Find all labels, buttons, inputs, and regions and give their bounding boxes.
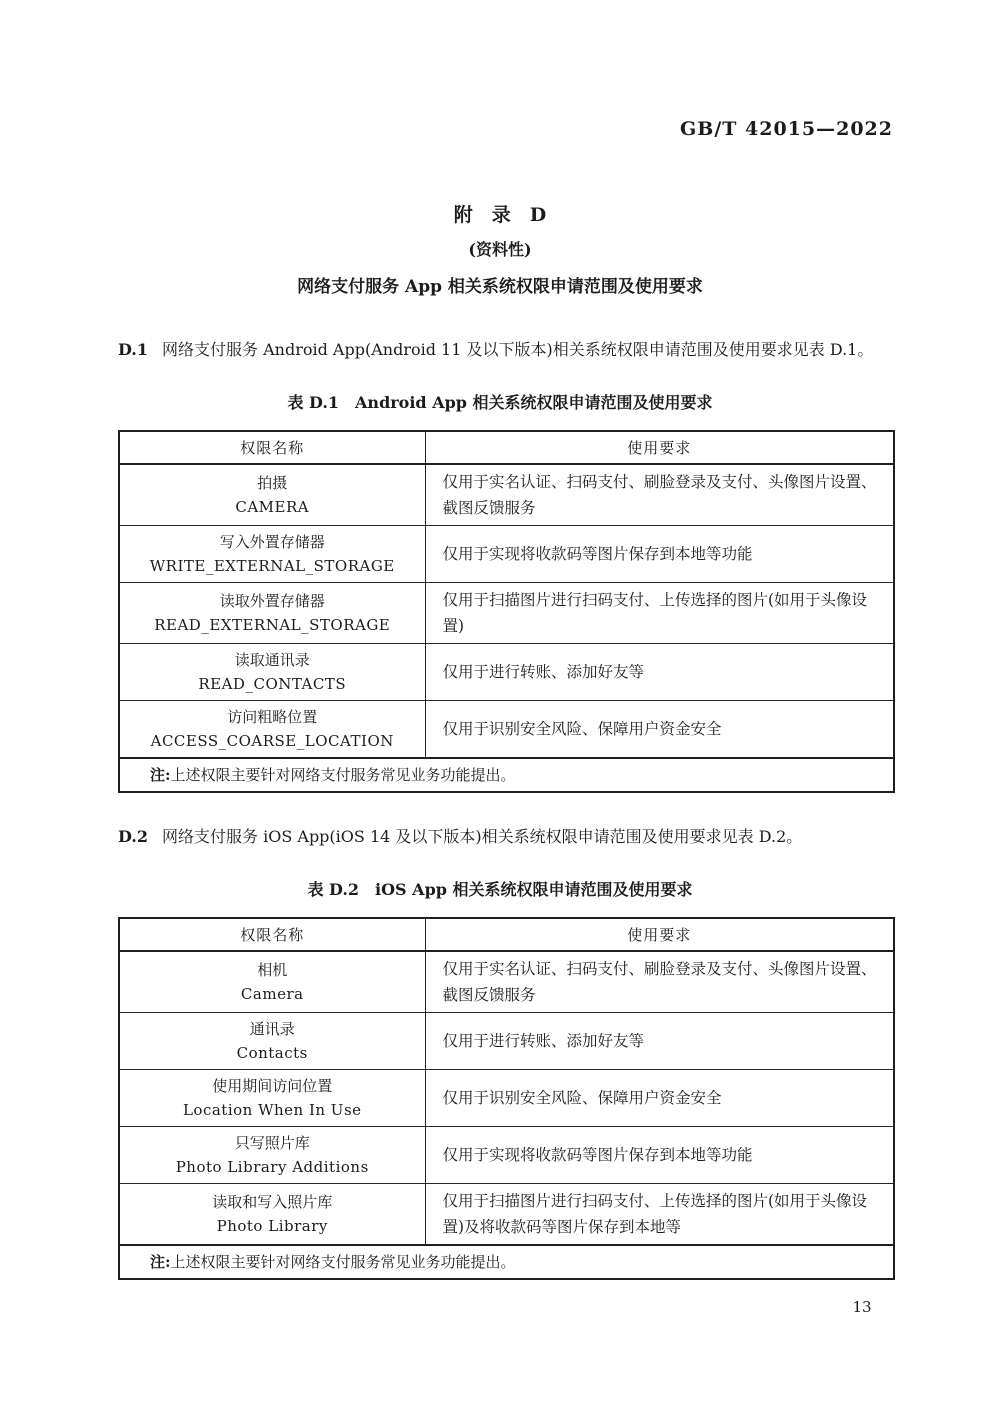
table-row bbox=[119, 1070, 894, 1127]
table-note-row bbox=[119, 758, 894, 792]
section-d1-label: D.1 bbox=[118, 340, 149, 359]
permission-name-en: Photo Library bbox=[216, 1217, 328, 1235]
permission-name-cell bbox=[119, 951, 425, 1013]
page-number: 13 bbox=[852, 1298, 872, 1316]
permission-name-cell bbox=[119, 1070, 425, 1127]
permission-name-cell bbox=[119, 1013, 425, 1070]
table-row bbox=[119, 526, 894, 583]
table-note-cell bbox=[119, 1245, 894, 1279]
note-text: 上述权限主要针对网络支付服务常见业务功能提出。 bbox=[170, 766, 516, 784]
section-d2-label: D.2 bbox=[118, 827, 149, 846]
permission-name-cn: 相机 bbox=[257, 961, 288, 979]
section-d1-text: 网络支付服务 Android App(Android 11 及以下版本)相关系统权限申请范围及使用要求见表 D.1。 bbox=[162, 340, 874, 359]
table-note-cell bbox=[119, 758, 894, 792]
requirement-cell: 仅用于实现将收款码等图片保存到本地等功能 bbox=[425, 1127, 894, 1184]
appendix-heading: 网络支付服务 App 相关系统权限申请范围及使用要求 bbox=[297, 277, 703, 297]
table-row bbox=[119, 1184, 894, 1246]
permission-name-cn: 写入外置存储器 bbox=[219, 533, 325, 551]
requirement-cell: 仅用于进行转账、添加好友等 bbox=[425, 644, 894, 701]
permission-name-cell bbox=[119, 526, 425, 583]
permission-name-cn: 使用期间访问位置 bbox=[212, 1077, 333, 1095]
table-row bbox=[119, 644, 894, 701]
permission-name-cn: 拍摄 bbox=[257, 474, 288, 492]
requirement-cell: 仅用于扫描图片进行扫码支付、上传选择的图片(如用于头像设置) bbox=[425, 583, 894, 644]
column-header-permission: 权限名称 bbox=[119, 431, 425, 464]
permission-name-en: Camera bbox=[240, 985, 304, 1003]
appendix-title: 附 录 D bbox=[453, 204, 547, 226]
permission-name-cn: 通讯录 bbox=[249, 1020, 295, 1038]
section-d1-paragraph bbox=[118, 337, 893, 363]
permission-name-cell bbox=[119, 464, 425, 526]
permission-name-cn: 只写照片库 bbox=[234, 1134, 310, 1152]
table-d1-caption: 表 D.1 Android App 相关系统权限申请范围及使用要求 bbox=[287, 393, 713, 412]
requirement-cell: 仅用于实现将收款码等图片保存到本地等功能 bbox=[425, 526, 894, 583]
note-text: 上述权限主要针对网络支付服务常见业务功能提出。 bbox=[170, 1253, 516, 1271]
permission-name-en: READ_CONTACTS bbox=[198, 675, 347, 693]
table-row bbox=[119, 464, 894, 526]
permission-name-en: Photo Library Additions bbox=[175, 1158, 369, 1176]
permission-name-cn: 访问粗略位置 bbox=[227, 708, 318, 726]
requirement-cell: 仅用于进行转账、添加好友等 bbox=[425, 1013, 894, 1070]
permission-name-cn: 读取外置存储器 bbox=[219, 592, 325, 610]
section-d2-text: 网络支付服务 iOS App(iOS 14 及以下版本)相关系统权限申请范围及使用要求见表 D.2。 bbox=[162, 827, 803, 846]
table-d2-caption: 表 D.2 iOS App 相关系统权限申请范围及使用要求 bbox=[307, 880, 693, 899]
column-header-requirement: 使用要求 bbox=[425, 431, 894, 464]
table-d2 bbox=[118, 917, 895, 1280]
table-d2-header-row bbox=[119, 918, 894, 951]
note-label: 注: bbox=[150, 766, 171, 784]
table-row bbox=[119, 951, 894, 1013]
requirement-cell: 仅用于识别安全风险、保障用户资金安全 bbox=[425, 701, 894, 759]
requirement-cell: 仅用于扫描图片进行扫码支付、上传选择的图片(如用于头像设置)及将收款码等图片保存到本地等 bbox=[425, 1184, 894, 1246]
section-d2-paragraph bbox=[118, 824, 893, 850]
permission-name-cell bbox=[119, 1184, 425, 1246]
permission-name-en: Location When In Use bbox=[182, 1101, 362, 1119]
permission-name-en: WRITE_EXTERNAL_STORAGE bbox=[149, 557, 395, 575]
table-row bbox=[119, 583, 894, 644]
permission-name-cn: 读取通讯录 bbox=[234, 651, 310, 669]
requirement-cell: 仅用于实名认证、扫码支付、刷脸登录及支付、头像图片设置、截图反馈服务 bbox=[425, 951, 894, 1013]
table-note-row bbox=[119, 1245, 894, 1279]
standard-code-header: GB/T 42015—2022 bbox=[680, 118, 893, 140]
column-header-requirement: 使用要求 bbox=[425, 918, 894, 951]
note-label: 注: bbox=[150, 1253, 171, 1271]
permission-name-en: ACCESS_COARSE_LOCATION bbox=[150, 732, 394, 750]
permission-name-cell bbox=[119, 583, 425, 644]
permission-name-cell bbox=[119, 1127, 425, 1184]
appendix-type-note: (资料性) bbox=[468, 240, 532, 259]
permission-name-cn: 读取和写入照片库 bbox=[212, 1193, 333, 1211]
table-d1-header-row bbox=[119, 431, 894, 464]
table-d1 bbox=[118, 430, 895, 793]
permission-name-cell bbox=[119, 701, 425, 759]
table-row bbox=[119, 701, 894, 759]
permission-name-cell bbox=[119, 644, 425, 701]
permission-name-en: Contacts bbox=[236, 1044, 308, 1062]
permission-name-en: READ_EXTERNAL_STORAGE bbox=[154, 616, 391, 634]
requirement-cell: 仅用于实名认证、扫码支付、刷脸登录及支付、头像图片设置、截图反馈服务 bbox=[425, 464, 894, 526]
permission-name-en: CAMERA bbox=[235, 498, 310, 516]
requirement-cell: 仅用于识别安全风险、保障用户资金安全 bbox=[425, 1070, 894, 1127]
column-header-permission: 权限名称 bbox=[119, 918, 425, 951]
table-row bbox=[119, 1013, 894, 1070]
table-row bbox=[119, 1127, 894, 1184]
